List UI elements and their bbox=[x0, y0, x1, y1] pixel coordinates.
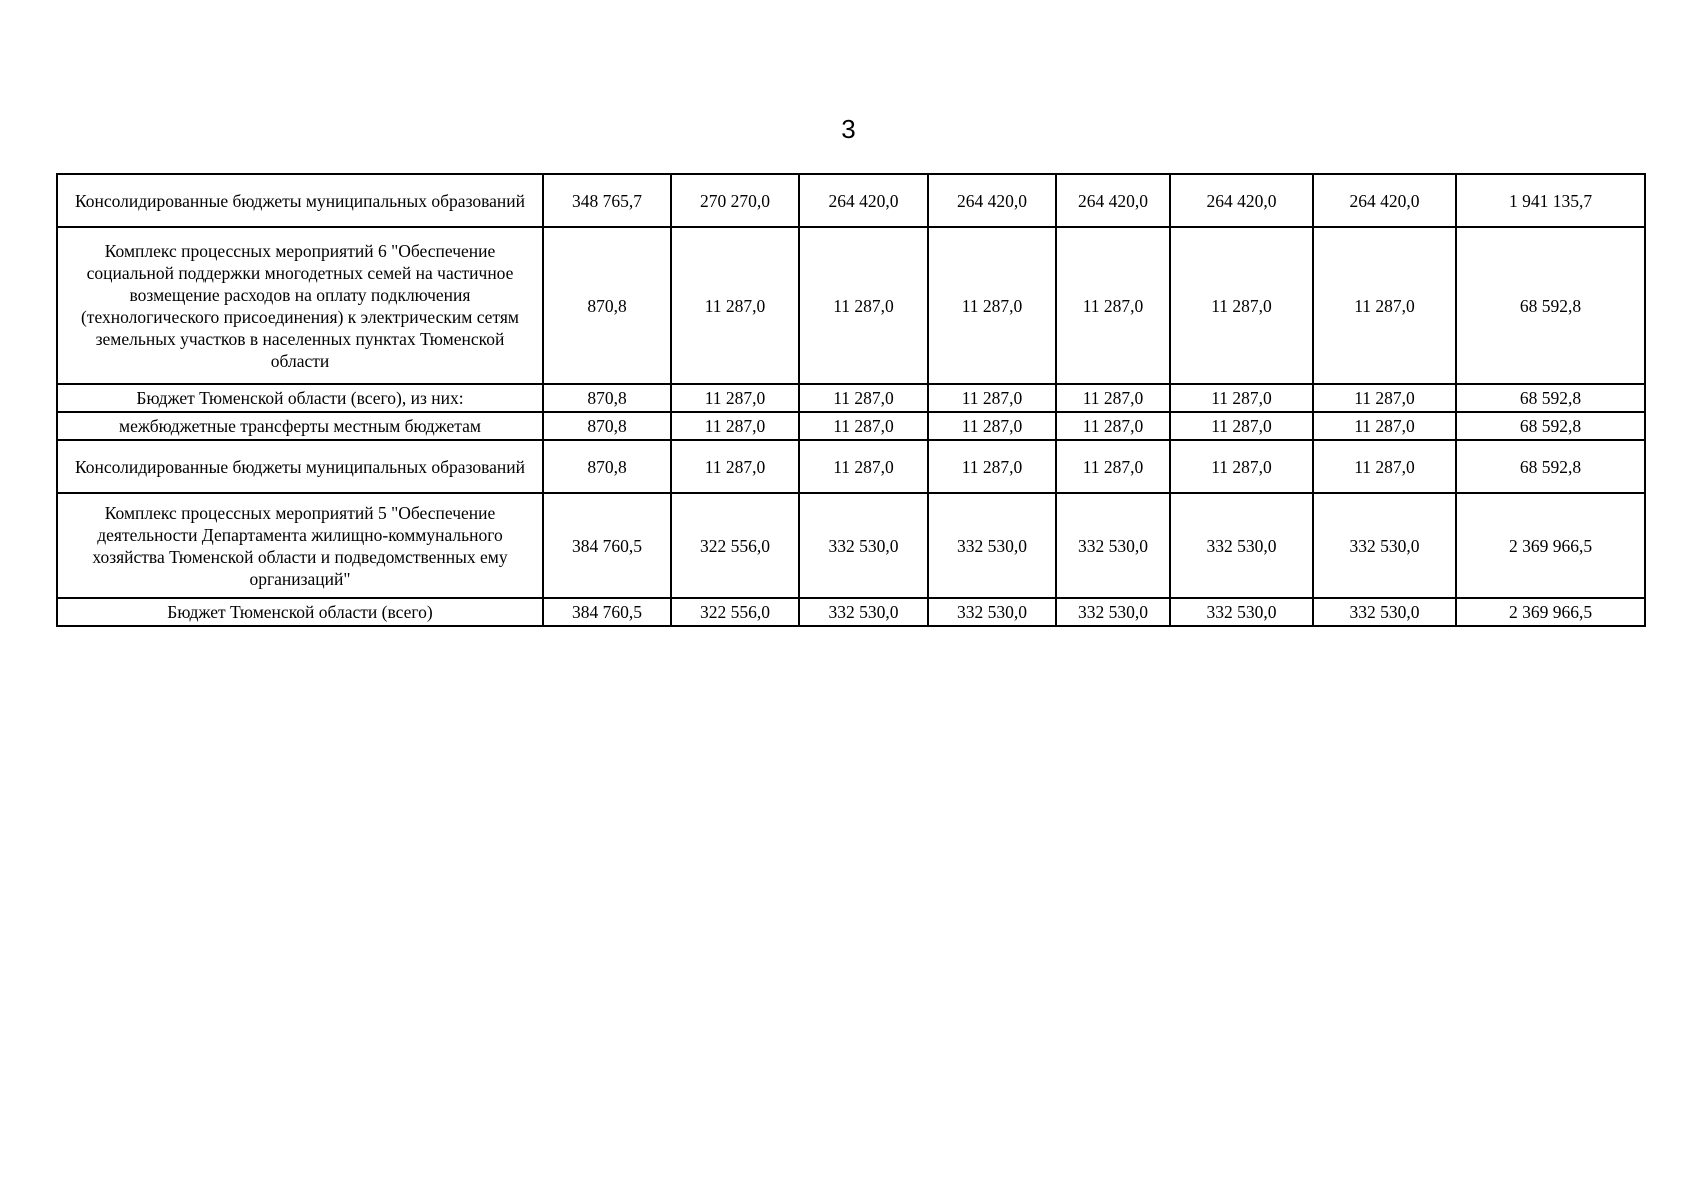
table-row bbox=[57, 412, 1645, 440]
table-row bbox=[57, 384, 1645, 412]
cell-total: 68 592,8 bbox=[1456, 227, 1645, 384]
cell-value: 11 287,0 bbox=[928, 384, 1056, 412]
cell-value: 11 287,0 bbox=[799, 412, 928, 440]
cell-value: 11 287,0 bbox=[799, 440, 928, 493]
cell-value: 11 287,0 bbox=[928, 412, 1056, 440]
cell-value: 384 760,5 bbox=[543, 493, 671, 598]
cell-value: 11 287,0 bbox=[671, 384, 799, 412]
cell-value: 11 287,0 bbox=[799, 227, 928, 384]
cell-value: 332 530,0 bbox=[799, 598, 928, 626]
cell-value: 322 556,0 bbox=[671, 493, 799, 598]
cell-value: 11 287,0 bbox=[1056, 227, 1170, 384]
row-name: Бюджет Тюменской области (всего) bbox=[57, 598, 543, 626]
cell-value: 264 420,0 bbox=[799, 174, 928, 227]
cell-value: 11 287,0 bbox=[1170, 227, 1313, 384]
cell-value: 11 287,0 bbox=[1313, 440, 1456, 493]
cell-value: 11 287,0 bbox=[671, 412, 799, 440]
table-row bbox=[57, 493, 1645, 598]
cell-total: 2 369 966,5 bbox=[1456, 493, 1645, 598]
row-name: Комплекс процессных мероприятий 6 "Обеспечение социальной поддержки многодетных семей на частичное возмещение расходов на оплату подключения (технологического присоединения) к электрическим сетям земельных участков в населенных пунктах Тюменской области bbox=[57, 227, 543, 384]
cell-value: 11 287,0 bbox=[1313, 412, 1456, 440]
cell-value: 332 530,0 bbox=[1170, 598, 1313, 626]
cell-value: 11 287,0 bbox=[1170, 412, 1313, 440]
cell-value: 870,8 bbox=[543, 384, 671, 412]
cell-value: 264 420,0 bbox=[1313, 174, 1456, 227]
cell-value: 11 287,0 bbox=[671, 440, 799, 493]
cell-value: 332 530,0 bbox=[1056, 493, 1170, 598]
cell-value: 348 765,7 bbox=[543, 174, 671, 227]
cell-value: 11 287,0 bbox=[928, 440, 1056, 493]
cell-value: 11 287,0 bbox=[1056, 440, 1170, 493]
row-name: Комплекс процессных мероприятий 5 "Обеспечение деятельности Департамента жилищно-коммунального хозяйства Тюменской области и подведомственных ему организаций" bbox=[57, 493, 543, 598]
table-row bbox=[57, 174, 1645, 227]
cell-value: 11 287,0 bbox=[1056, 412, 1170, 440]
table-row bbox=[57, 598, 1645, 626]
cell-value: 11 287,0 bbox=[1056, 384, 1170, 412]
cell-value: 264 420,0 bbox=[1056, 174, 1170, 227]
cell-value: 332 530,0 bbox=[1313, 598, 1456, 626]
cell-value: 11 287,0 bbox=[671, 227, 799, 384]
cell-value: 11 287,0 bbox=[1313, 227, 1456, 384]
cell-value: 332 530,0 bbox=[1170, 493, 1313, 598]
cell-value: 11 287,0 bbox=[928, 227, 1056, 384]
table-row bbox=[57, 440, 1645, 493]
cell-total: 1 941 135,7 bbox=[1456, 174, 1645, 227]
cell-value: 11 287,0 bbox=[1313, 384, 1456, 412]
cell-value: 264 420,0 bbox=[928, 174, 1056, 227]
cell-value: 384 760,5 bbox=[543, 598, 671, 626]
cell-value: 270 270,0 bbox=[671, 174, 799, 227]
table-row bbox=[57, 227, 1645, 384]
cell-value: 870,8 bbox=[543, 227, 671, 384]
cell-value: 332 530,0 bbox=[928, 598, 1056, 626]
cell-value: 11 287,0 bbox=[1170, 440, 1313, 493]
cell-value: 332 530,0 bbox=[1313, 493, 1456, 598]
cell-value: 332 530,0 bbox=[928, 493, 1056, 598]
cell-value: 332 530,0 bbox=[1056, 598, 1170, 626]
page-number: 3 bbox=[841, 114, 856, 144]
cell-total: 68 592,8 bbox=[1456, 412, 1645, 440]
cell-value: 322 556,0 bbox=[671, 598, 799, 626]
budget-table bbox=[56, 173, 1646, 627]
cell-value: 332 530,0 bbox=[799, 493, 928, 598]
cell-value: 870,8 bbox=[543, 440, 671, 493]
row-name: Консолидированные бюджеты муниципальных образований bbox=[57, 440, 543, 493]
cell-value: 11 287,0 bbox=[799, 384, 928, 412]
cell-value: 870,8 bbox=[543, 412, 671, 440]
cell-total: 2 369 966,5 bbox=[1456, 598, 1645, 626]
cell-total: 68 592,8 bbox=[1456, 440, 1645, 493]
cell-value: 264 420,0 bbox=[1170, 174, 1313, 227]
row-name: межбюджетные трансферты местным бюджетам bbox=[57, 412, 543, 440]
row-name: Бюджет Тюменской области (всего), из них: bbox=[57, 384, 543, 412]
cell-total: 68 592,8 bbox=[1456, 384, 1645, 412]
cell-value: 11 287,0 bbox=[1170, 384, 1313, 412]
row-name: Консолидированные бюджеты муниципальных образований bbox=[57, 174, 543, 227]
